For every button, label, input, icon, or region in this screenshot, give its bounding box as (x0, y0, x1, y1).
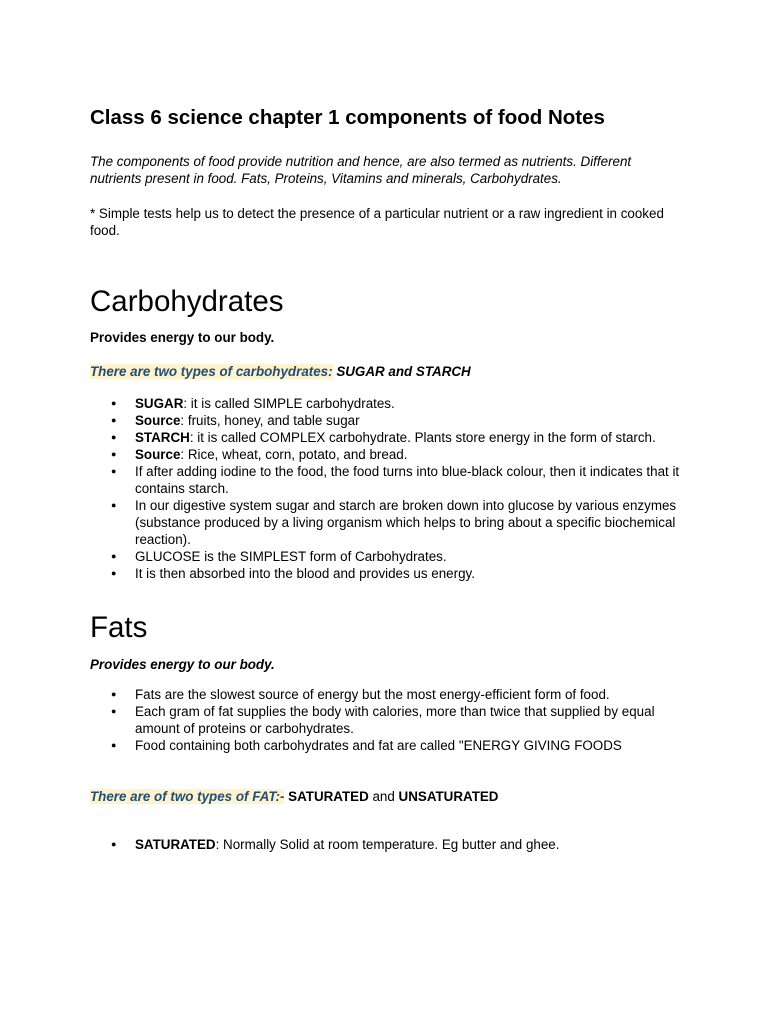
list-item-text: : it is called COMPLEX carbohydrate. Plants store energy in the form of starch. (189, 430, 656, 445)
list-item (90, 686, 690, 703)
list-item (90, 412, 690, 429)
list-item-text: Food containing both carbohydrates and fat are called "ENERGY GIVING FOODS (135, 738, 622, 753)
carbohydrates-types-value: SUGAR and STARCH (332, 364, 471, 379)
list-item-text: Fats are the slowest source of energy but the most energy-efficient form of food. (135, 687, 610, 702)
list-item-term: STARCH (135, 430, 190, 445)
carbohydrates-subtitle: Provides energy to our body. (90, 330, 275, 345)
list-item-text: Each gram of fat supplies the body with calories, more than twice that supplied by equal amount of proteins or carbohydrates. (135, 704, 655, 736)
list-item (90, 548, 690, 565)
list-item (90, 463, 690, 497)
list-item (90, 737, 690, 754)
list-item (90, 446, 690, 463)
carbohydrates-types-line (90, 363, 471, 380)
list-item-term: Source (135, 413, 181, 428)
list-item-term: SUGAR (135, 396, 184, 411)
fats-bullet-list (90, 686, 690, 754)
list-item-term: SATURATED (135, 837, 216, 852)
carbohydrates-types-highlight: There are two types of carbohydrates: (90, 364, 333, 379)
document-title: Class 6 science chapter 1 components of food Notes (90, 106, 605, 129)
list-item (90, 565, 690, 582)
list-item-term: Source (135, 447, 181, 462)
list-item (90, 703, 690, 737)
list-item-text: In our digestive system sugar and starch are broken down into glucose by various enzymes (substance produced by a living organism which helps to bring about a specific biochemical reaction). (135, 498, 677, 547)
carbohydrates-heading: Carbohydrates (90, 285, 284, 318)
list-item-text: GLUCOSE is the SIMPLEST form of Carbohydrates. (135, 549, 447, 564)
list-item (90, 429, 690, 446)
list-item (90, 395, 690, 412)
fats-types-and: and (368, 789, 399, 804)
list-item-text: : fruits, honey, and table sugar (180, 413, 360, 428)
fats-types-line (90, 788, 498, 805)
fats-types-unsaturated: UNSATURATED (398, 789, 499, 804)
fats-types-highlight: There are of two types of FAT:- (90, 789, 285, 804)
intro-paragraph: The components of food provide nutrition and hence, are also termed as nutrients. Different nutrients present in food. Fats, Proteins, Vitamins and minerals, Carbohydrates. (90, 154, 632, 186)
list-item (90, 497, 690, 548)
fats-types-saturated: SATURATED (284, 789, 369, 804)
list-item-text: : Rice, wheat, corn, potato, and bread. (180, 447, 408, 462)
note-paragraph: * Simple tests help us to detect the presence of a particular nutrient or a raw ingredient in cooked food. (90, 206, 664, 238)
list-item (90, 836, 690, 853)
carbohydrates-bullet-list (90, 395, 690, 582)
list-item-text: If after adding iodine to the food, the food turns into blue-black colour, then it indicates that it contains starch. (135, 464, 680, 496)
list-item-text: : it is called SIMPLE carbohydrates. (183, 396, 395, 411)
saturated-bullet-list (90, 836, 690, 853)
fats-heading: Fats (90, 611, 148, 644)
list-item-text: : Normally Solid at room temperature. Eg butter and ghee. (215, 837, 560, 852)
list-item-text: It is then absorbed into the blood and provides us energy. (135, 566, 475, 581)
fats-subtitle: Provides energy to our body. (90, 657, 275, 672)
